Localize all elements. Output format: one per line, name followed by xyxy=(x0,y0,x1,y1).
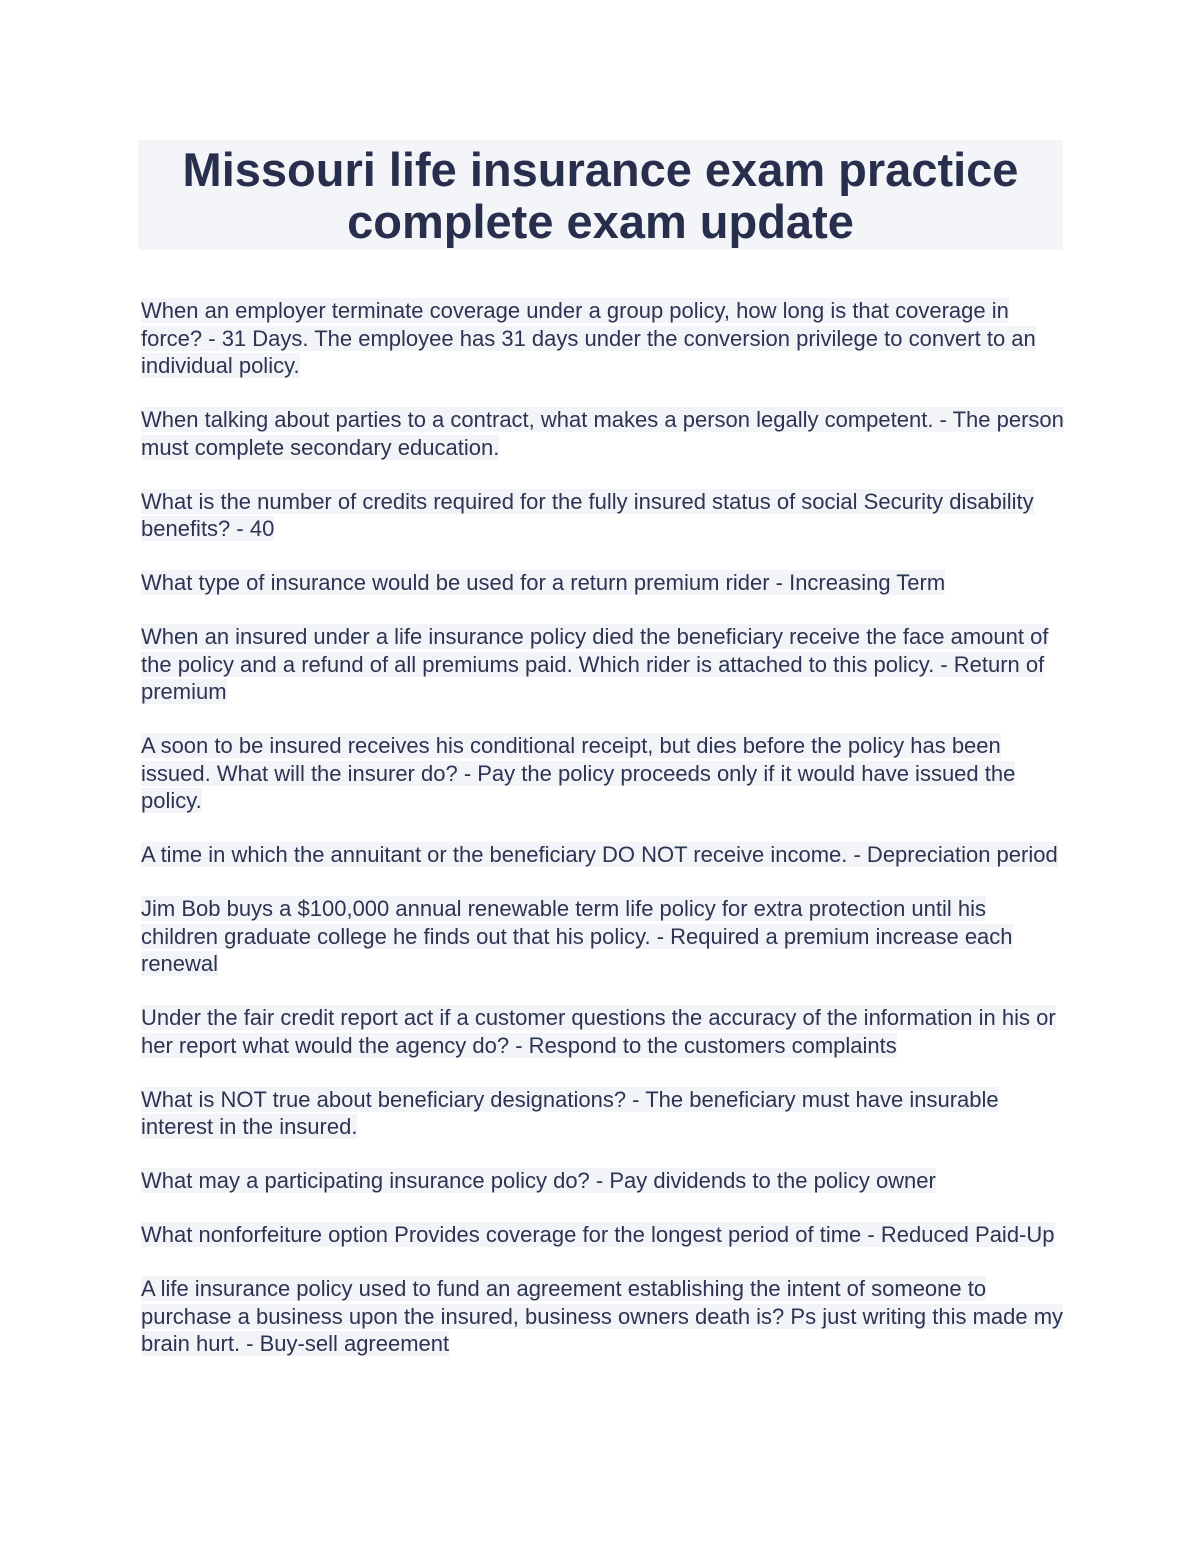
qa-item xyxy=(141,623,1066,706)
qa-item xyxy=(141,297,1066,380)
document-title-line-2: complete exam update xyxy=(347,195,854,248)
qa-item xyxy=(141,488,1066,543)
qa-text: A time in which the annuitant or the beneficiary DO NOT receive income. - Depreciation period xyxy=(141,842,1058,867)
qa-item xyxy=(141,841,1066,869)
document-title-line-1: Missouri life insurance exam practice xyxy=(182,143,1019,196)
qa-text: What is NOT true about beneficiary designations? - The beneficiary must have insurable interest in the insured. xyxy=(141,1086,999,1139)
qa-item xyxy=(141,732,1066,815)
qa-item xyxy=(141,1221,1066,1249)
qa-item xyxy=(141,1086,1066,1141)
qa-list xyxy=(141,297,1066,1384)
qa-item xyxy=(141,569,1066,597)
qa-item xyxy=(141,895,1066,978)
qa-item xyxy=(141,406,1066,461)
qa-item xyxy=(141,1004,1066,1059)
title-banner xyxy=(138,140,1063,250)
qa-text: What type of insurance would be used for a return premium rider - Increasing Term xyxy=(141,570,946,595)
qa-text: What may a participating insurance policy do? - Pay dividends to the policy owner xyxy=(141,1168,936,1193)
qa-text: What nonforfeiture option Provides coverage for the longest period of time - Reduced Paid-Up xyxy=(141,1222,1055,1247)
qa-text: A life insurance policy used to fund an agreement establishing the intent of someone to purchase a business upon the insured, business owners death is? Ps just writing this made my brain hurt. - Buy-sell agreement xyxy=(141,1276,1064,1356)
qa-text: Under the fair credit report act if a customer questions the accuracy of the information in his or her report what would the agency do? - Respond to the customers complaints xyxy=(141,1005,1056,1058)
qa-text: When an insured under a life insurance policy died the beneficiary receive the face amount of the policy and a refund of all premiums paid. Which rider is attached to this policy. - Return of premium xyxy=(141,624,1049,704)
qa-text: When an employer terminate coverage under a group policy, how long is that coverage in force? - 31 Days. The employee has 31 days under the conversion privilege to convert to an individual policy. xyxy=(141,298,1036,378)
qa-text: What is the number of credits required for the fully insured status of social Security disability benefits? - 40 xyxy=(141,488,1034,541)
qa-item xyxy=(141,1275,1066,1358)
qa-text: A soon to be insured receives his conditional receipt, but dies before the policy has been issued. What will the insurer do? - Pay the policy proceeds only if it would have issued the policy. xyxy=(141,733,1016,813)
qa-item xyxy=(141,1167,1066,1195)
qa-text: Jim Bob buys a $100,000 annual renewable term life policy for extra protection until his children graduate college he finds out that his policy. - Required a premium increase each renewal xyxy=(141,896,1013,976)
qa-text: When talking about parties to a contract, what makes a person legally competent. - The person must complete secondary education. xyxy=(141,407,1064,460)
